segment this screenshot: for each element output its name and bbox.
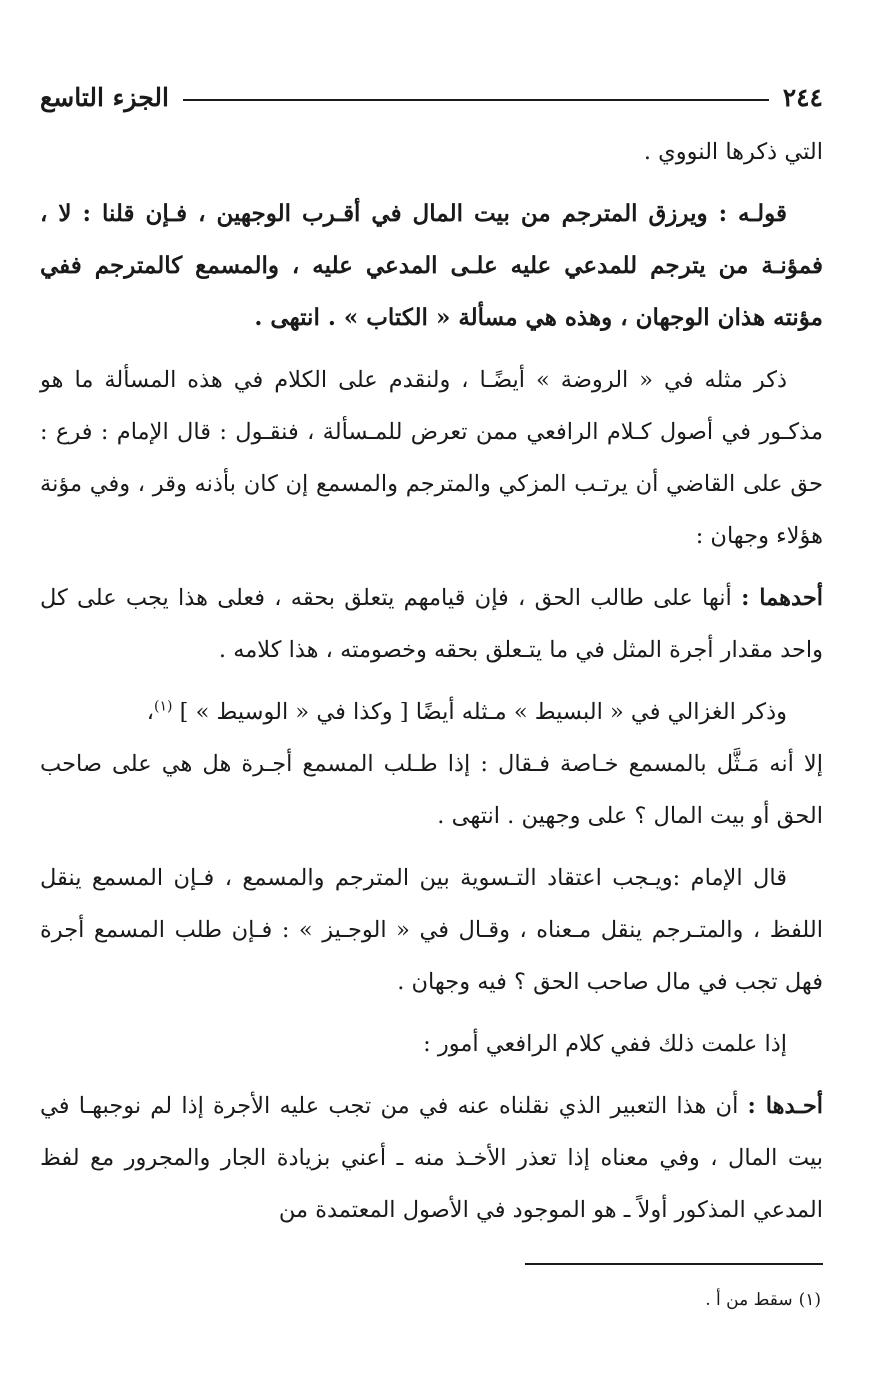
quoted-passage: قولـه : ويرزق المترجم من بيت المال في أقـرب الوجهين ، فـإن قلنا : لا ، فمؤنـة من يترجم للمدعي عليه علـى المدعي عليه ، والمسمع كالمترجم ففي مؤنته هذان الوجهان ، وهذه هي مسألة « الكتاب » . انتهى . (40, 200, 823, 331)
body-text (40, 126, 823, 1236)
header-rule (183, 99, 769, 101)
footnote-marker: (١) (154, 698, 173, 715)
paragraph-text: وذكر الغزالي في « البسيط » مـثله أيضًا [ وكذا في « الوسيط » ] (179, 699, 787, 725)
paragraph-text: أنها على طالب الحق ، فإن قيامهم يتعلق بحقه ، فعلى هذا يجب على كل واحد مقدار أجرة المثل في ما يتـعلق بحقه وخصومته ، هذا كلامه . (40, 585, 823, 663)
page-number: ٢٤٤ (782, 82, 823, 112)
book-page (40, 68, 823, 1347)
paragraph-continuation: إلا أنه مَـثَّل بالمسمع خـاصة فـقال : إذا طـلب المسمع أجـرة هل هي على صاحب الحق أو بيت المال ؟ على وجهين . انتهى . (40, 751, 823, 829)
paragraph: ذكر مثله في « الروضة » أيضًـا ، ولنقدم على الكلام في هذه المسألة ما هو مذكـور في أصول كـلام الرافعي ممن تعرض للمـسألة ، فنقـول : قال الإمام : فرع : حق على القاضي أن يرتـب المزكي والمترجم والمسمع إن كان بأذنه وقر ، وفي مؤنة هؤلاء وجهان : (40, 367, 823, 549)
paragraph: إذا علمت ذلك ففي كلام الرافعي أمور : (423, 1031, 787, 1057)
running-header (40, 68, 823, 126)
paragraph-lead: أحدهما : (741, 585, 823, 611)
paragraph-lead: أحـدها : (747, 1093, 823, 1119)
footnote-rule (525, 1263, 823, 1265)
paragraph-first-opinion (40, 572, 823, 676)
footnote-number: (١) (798, 1290, 821, 1310)
paragraph-text-after: ، (146, 699, 155, 725)
paragraph: قال الإمام :ويـجب اعتقاد التـسوية بين المترجم والمسمع ، فـإن المسمع ينقل اللفظ ، والمتـرجم ينقل مـعناه ، وقـال في « الوجـيز » : فـإن طلب المسمع أجرة فهل تجب في مال صاحب الحق ؟ فيه وجهان . (40, 865, 823, 995)
paragraph-text: أن هذا التعبير الذي نقلناه عنه في من تجب عليه الأجرة إذا لم نوجبهـا في بيت المال ، وفي معناه إذا تعذر الأخـذ منه ـ أعني بزيادة الجار والمجرور مع لفظ المدعي المذكور أولاً ـ هو الموجود في الأصول المعتمدة من (40, 1093, 823, 1223)
paragraph-with-footnote-marker (40, 686, 823, 738)
footnote-text: سقط من أ . (705, 1290, 793, 1310)
volume-title: الجزء التاسع (40, 82, 169, 112)
paragraph-first-matter (40, 1080, 823, 1236)
paragraph-continuation: التي ذكرها النووي . (643, 139, 823, 165)
footnote (705, 1286, 821, 1314)
